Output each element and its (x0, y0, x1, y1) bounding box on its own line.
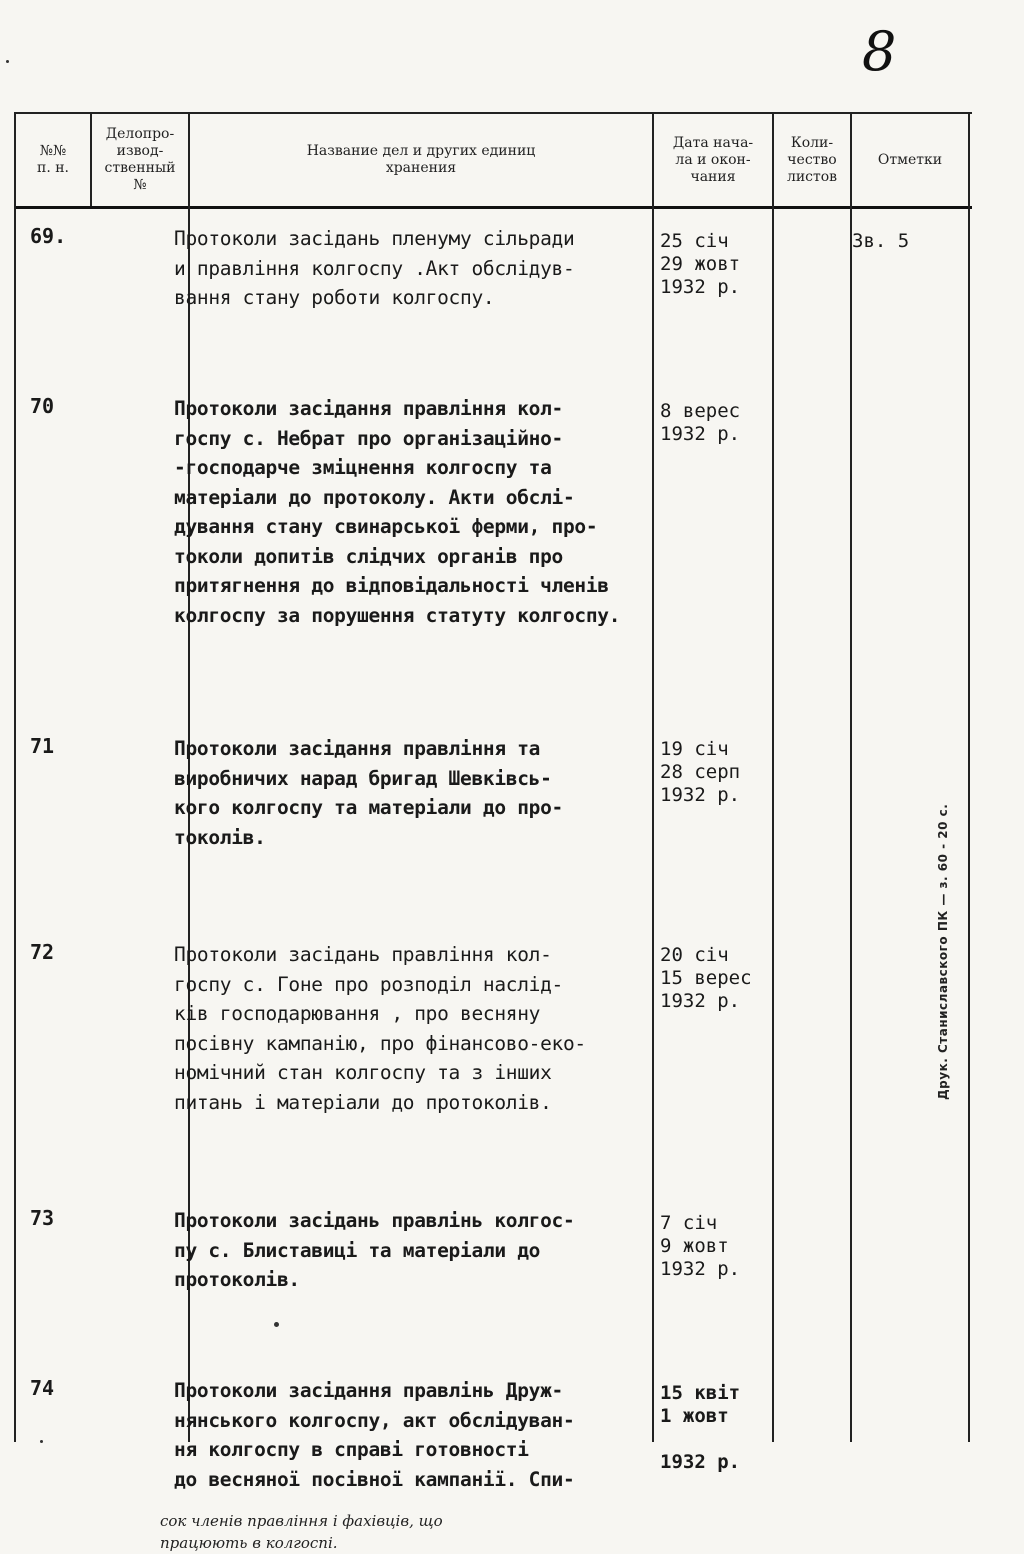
handwritten-addendum: сок членів правління і фахівців, що працюють в колгоспі. (160, 1512, 443, 1552)
scan-speck (40, 1440, 43, 1443)
archive-register-table (14, 112, 972, 1491)
header-dates: Дата нача- ла и окон- чания (672, 134, 754, 185)
col-divider-sheets (850, 112, 852, 1442)
row-dates: 20 січ 15 верес 1932 р. (660, 944, 752, 1012)
right-border (968, 112, 970, 1442)
row-title: Протоколи засідання правління кол- госпу с. Небрат про організаційно- -господарче зміцнення колгоспу та матеріали до протоколу. Акти обслі- дування стану свинарської ферми, про- токоли допитів слідчих органів про притягнення до відповідальності членів колгоспу за порушення статуту колгоспу. (174, 397, 621, 627)
row-title: Протоколи засідань правлінь колгос- пу с. Блиставиці та матеріали до протоколів. (174, 1209, 575, 1291)
table-top-rule (14, 112, 972, 114)
row-dates: 25 січ 29 жовт 1932 р. (660, 230, 741, 298)
left-border (14, 112, 16, 1442)
row-number: 72 (30, 940, 55, 964)
row-dates: 8 верес 1932 р. (660, 400, 741, 445)
row-number: 69. (30, 224, 67, 248)
page-number: 8 (862, 20, 897, 83)
header-record-number: Делопро- извод- ственный № (104, 126, 176, 193)
scan-speck (274, 1322, 279, 1327)
row-number: 73 (30, 1206, 55, 1230)
row-dates: 15 квіт 1 жовт 1932 р. (660, 1382, 741, 1473)
row-number: 70 (30, 394, 55, 418)
row-title: Протоколи засідання правлінь Друж- нянського колгоспу, акт обслідуван- ня колгоспу в справі готовності до весняної посівної кампанії. Спи- (174, 1379, 575, 1491)
row-dates: 19 січ 28 серп 1932 р. (660, 738, 741, 806)
row-title: Протоколи засідань правління кол- госпу с. Гоне про розподіл наслід- ків господарювання , про весняну посівну кампанію, про фінансово-еко- номічний стан колгоспу та з інших питань і матеріали до протоколів. (174, 943, 586, 1114)
row-number: 74 (30, 1376, 55, 1400)
row-title: Протоколи засідань пленуму сільради и правління колгоспу .Акт обслідув- вання стану роботи колгоспу. (174, 227, 575, 309)
header-title: Название дел и других единиц хранения (306, 143, 536, 176)
row-title: Протоколи засідання правління та виробничих нарад бригад Шевківсь- кого колгоспу та матеріали до про- токолів. (174, 737, 563, 849)
header-notes: Отметки (877, 151, 943, 168)
row-number: 71 (30, 734, 55, 758)
row-dates: 7 січ 9 жовт 1932 р. (660, 1212, 741, 1280)
header-sheets: Коли- чество листов (786, 134, 838, 185)
row-notes: Зв. 5 (852, 230, 910, 252)
printer-mark: Друк. Станиславского ПК — з. 60 - 20 с. (936, 803, 950, 1100)
header-bottom-rule (14, 206, 972, 209)
header-number: №№ п. н. (36, 143, 69, 176)
scan-speck (6, 60, 9, 63)
